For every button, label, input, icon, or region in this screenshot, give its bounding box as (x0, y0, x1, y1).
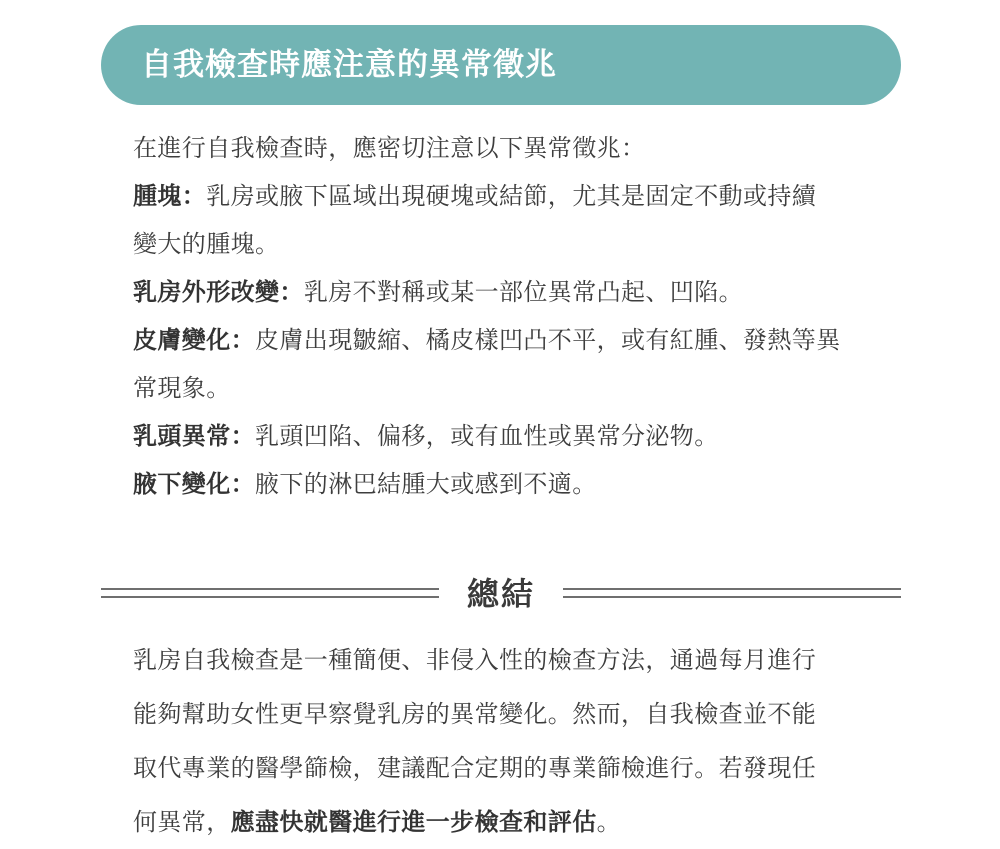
sign-text: 腋下的淋巴結腫大或感到不適。 (255, 470, 597, 498)
summary-section (133, 633, 868, 849)
sign-item-skin-change (133, 316, 868, 364)
summary-text: 何異常， (133, 808, 231, 836)
summary-divider (101, 570, 901, 620)
summary-line: 能夠幫助女性更早察覺乳房的異常變化。然而，自我檢查並不能 (133, 700, 817, 728)
sign-label: 腫塊： (133, 182, 207, 210)
sign-text: 乳房或腋下區域出現硬塊或結節，尤其是固定不動或持續 (206, 182, 817, 210)
summary-line-last (133, 795, 868, 849)
sign-item-lump (133, 172, 868, 220)
sign-label: 皮膚變化： (133, 326, 255, 354)
section-title: 自我檢查時應注意的異常徵兆 (141, 46, 557, 83)
sign-text: 常現象。 (133, 374, 231, 402)
summary-line: 乳房自我檢查是一種簡便、非侵入性的檢查方法，通過每月進行 (133, 646, 817, 674)
intro-text: 在進行自我檢查時，應密切注意以下異常徵兆： (133, 134, 646, 162)
sign-label: 腋下變化： (133, 470, 255, 498)
double-rule-right (563, 588, 901, 598)
sign-text: 皮膚出現皺縮、橘皮樣凹凸不平，或有紅腫、發熱等異 (255, 326, 841, 354)
sign-item-lump-continued (133, 220, 868, 268)
sign-text: 乳房不對稱或某一部位異常凸起、凹陷。 (303, 278, 744, 306)
summary-text: 。 (596, 808, 622, 836)
sign-label: 乳房外形改變： (133, 278, 304, 306)
summary-line: 取代專業的醫學篩檢，建議配合定期的專業篩檢進行。若發現任 (133, 754, 817, 782)
warning-signs-section (133, 124, 868, 508)
summary-emphasis: 應盡快就醫進行進一步檢查和評估 (230, 808, 597, 836)
sign-text: 變大的腫塊。 (133, 230, 280, 258)
sign-label: 乳頭異常： (133, 422, 255, 450)
double-rule-left (101, 588, 439, 598)
sign-text: 乳頭凹陷、偏移，或有血性或異常分泌物。 (255, 422, 719, 450)
sign-item-shape-change (133, 268, 868, 316)
summary-heading: 總結 (466, 575, 535, 613)
section-header-banner (101, 25, 901, 105)
sign-item-skin-change-continued (133, 364, 868, 412)
sign-item-nipple (133, 412, 868, 460)
sign-item-armpit (133, 460, 868, 508)
